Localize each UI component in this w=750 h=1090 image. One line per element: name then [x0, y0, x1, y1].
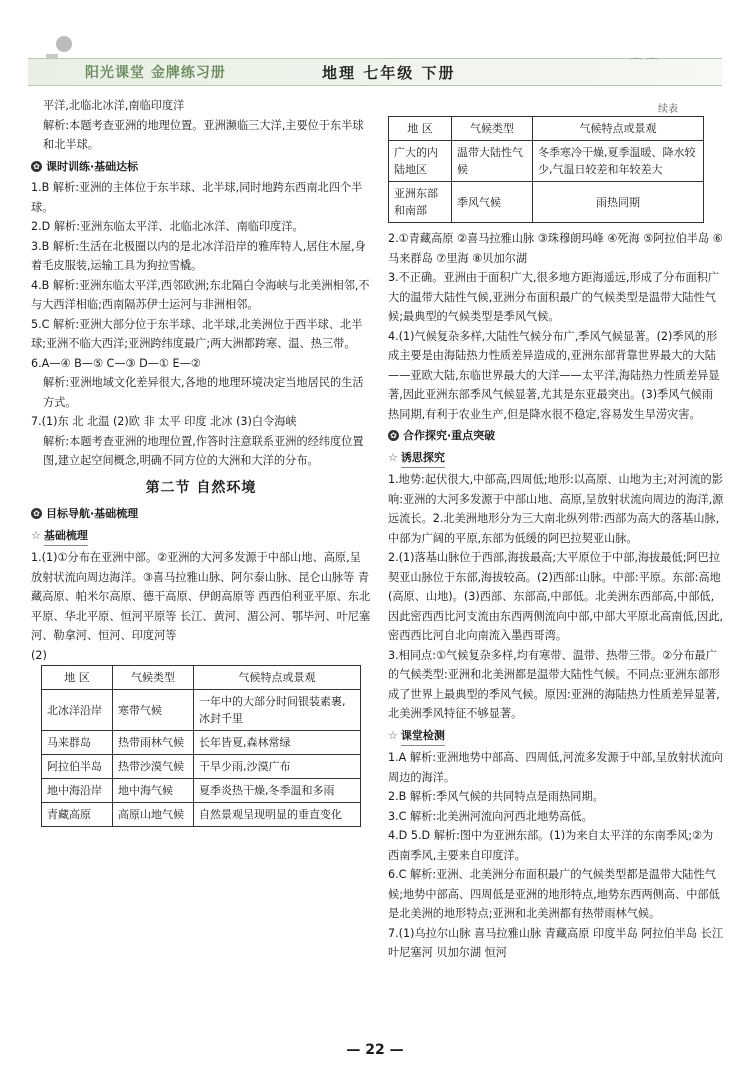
table-header: 气候特点或景观 [194, 666, 361, 690]
answer-explanation: 解析:本题考查亚洲的地理位置,作答时注意联系亚洲的经纬度位置图,建立起空间概念,明确不同方位的大洲和大洋的分布。 [43, 434, 364, 467]
answer-item: 3.C 解析:北美洲河流向河西北地势高低。 [388, 809, 593, 823]
section-heading: ✿ 课时训练·基础达标 [31, 157, 371, 177]
answer-explanation: 解析:亚洲地域文化差异很大,各地的地理环境决定当地居民的生活方式。 [43, 376, 364, 409]
table-row: 广大的内陆地区 温带大陆性气候 冬季寒冷干燥,夏季温暖、降水较少,气温日较差和年较差大 [389, 141, 704, 182]
subject-title: 地理 七年级 下册 [322, 64, 456, 82]
section-title: 第二节 自然环境 [145, 479, 257, 496]
section-heading: ✿ 目标导航·基础梳理 [31, 504, 371, 524]
subsection-heading: ☆ 诱思探究 [388, 448, 724, 469]
brand-title: 阳光课堂 金牌练习册 [85, 65, 226, 81]
answer-item: 5.C 解析:亚洲大部分位于东半球、北半球,北美洲位于西半球、北半球;亚洲不临大西洋;亚洲跨纬度最广;两大洲都跨寒、温、热三带。 [31, 317, 363, 350]
section-icon: ✿ [31, 161, 42, 172]
answer-item: 6.A—④ B—⑤ C—③ D—① E—② [31, 356, 201, 370]
text-line: 解析:本题考查亚洲的地理位置。亚洲濒临三大洋,主要位于东半球和北半球。 [43, 118, 364, 151]
table-row: 亚洲东部和南部 季风气候 雨热同期 [389, 182, 704, 223]
answer-item: 2.(1)落基山脉位于西部,海拔最高;大平原位于中部,海拔最低;阿巴拉契亚山脉位于东部,海拔较高。(2)西部:山脉。中部:平原。东部:高地(高原、山地)。(3)西部、东部高,中部低。北美洲东西部高,中部低,因此密西西比河支流由东西两侧流向中部,中部大平原北高南低,因此,密西西比河自北向南流入墨西哥湾。 [388, 551, 724, 642]
table-row: 阿拉伯半岛 热带沙漠气候 干旱少雨,沙漠广布 [42, 755, 361, 779]
subsection-heading: ☆ 基础梳理 [31, 526, 371, 547]
table-row: 北冰洋沿岸 寒带气候 一年中的大部分时间银装素裹,冰封千里 [42, 690, 361, 731]
subsection-heading: ☆ 课堂检测 [388, 726, 724, 747]
birds-icon: ⌒ ⌒ [630, 57, 658, 71]
left-column [31, 96, 371, 827]
section-heading: ✿ 合作探究·重点突破 [388, 426, 724, 446]
answer-item: 1.地势:起伏很大,中部高,四周低;地形:以高原、山地为主;对河流的影响:亚洲的大河多发源于中部山地、高原,呈放射状流向周边的海洋,源远流长。2.北美洲地形分为三大南北纵列带:西部为高大的落基山脉,中部为广阔的平原,东部为低缓的阿巴拉契亚山脉。 [388, 473, 724, 545]
answer-item: 2.B 解析:季风气候的共同特点是雨热同期。 [388, 790, 604, 803]
text-line: 平洋,北临北冰洋,南临印度洋 [43, 99, 185, 112]
table-header-row [42, 666, 361, 690]
page-header [0, 0, 750, 90]
answer-item: 3.相同点:①气候复杂多样,均有寒带、温带、热带三带。②分布最广的气候类型:亚洲和北美洲都是温带大陆性气候。不同点:亚洲东部形成了世界上最典型的季风气候。原因:亚洲的海陆热力性质差异显著,北美洲季风特征不够显著。 [388, 648, 720, 720]
climate-table-continued [388, 116, 704, 223]
answer-item: 7.(1)乌拉尔山脉 喜马拉雅山脉 青藏高原 印度半岛 阿拉伯半岛 长江 叶尼塞河 贝加尔湖 恒河 [388, 926, 724, 959]
answer-item: 1.A 解析:亚洲地势中部高、四周低,河流多发源于中部,呈放射状流向周边的海洋。 [388, 751, 723, 784]
climate-table [41, 665, 361, 827]
section-icon: ✿ [31, 508, 42, 519]
table-header: 地 区 [42, 666, 113, 690]
section-icon: ✿ [388, 430, 399, 441]
answer-item: 1.B 解析:亚洲的主体位于东半球、北半球,同时地跨东西南北四个半球。 [31, 181, 363, 214]
answer-item: (2) [31, 648, 47, 662]
right-column [388, 116, 724, 963]
star-icon: ☆ [31, 529, 41, 542]
star-icon: ☆ [388, 451, 398, 464]
answer-item: 2.D 解析:亚洲东临太平洋、北临北冰洋、南临印度洋。 [31, 220, 304, 233]
page-number: — 22 — [346, 1042, 404, 1058]
answer-item: 4.(1)气候复杂多样,大陆性气候分布广,季风气候显著。(2)季风的形成主要是由海陆热力性质差异造成的,亚洲东部背靠世界最大的大陆——亚欧大陆,东临世界最大的大洋——太平洋,海陆热力性质差异显著,因此亚洲东部季风气候显著,尤其是东亚最突出。(3)季风气候雨热同期,有利于农业生产,但是降水很不稳定,容易发生旱涝灾害。 [388, 329, 720, 421]
answer-item: 1.(1)①分布在亚洲中部。②亚洲的大河多发源于中部山地、高原,呈放射状流向周边海洋。③喜马拉雅山脉、阿尔泰山脉、昆仑山脉等 青藏高原、帕米尔高原、德干高原、伊朗高原等 西西伯利亚平原、东北平原、华北平原、恒河平原等 长江、黄河、湄公河、鄂毕河、叶尼塞河、勒拿河、恒河、印度河等 [31, 551, 371, 642]
table-row: 马来群岛 热带雨林气候 长年皆夏,森林常绿 [42, 731, 361, 755]
answer-item: 6.C 解析:亚洲、北美洲分布面积最广的气候类型都是温带大陆性气候;地势中部高、四周低是亚洲的地形特点,地势东西两侧高、中部低是北美洲的地形特点;亚洲和北美洲都有热带雨林气候。 [388, 868, 720, 920]
star-icon: ☆ [388, 729, 398, 742]
table-row: 地中海沿岸 地中海气候 夏季炎热干燥,冬季温和多雨 [42, 779, 361, 803]
continued-table-label: 续表 [658, 104, 678, 115]
answer-item: 3.B 解析:生活在北极圈以内的是北冰洋沿岸的雅库特人,居住木屋,身着毛皮服装,运输工具为狗拉雪橇。 [31, 239, 366, 272]
answer-item: 4.B 解析:亚洲东临太平洋,西邻欧洲;东北隔白令海峡与北美洲相邻,不与大西洋相临;西南隔苏伊士运河与非洲相邻。 [31, 278, 370, 311]
answer-item: 2.①青藏高原 ②喜马拉雅山脉 ③珠穆朗玛峰 ④死海 ⑤阿拉伯半岛 ⑥马来群岛 ⑦里海 ⑧贝加尔湖 [388, 232, 723, 265]
table-header: 气候类型 [113, 666, 194, 690]
table-row: 青藏高原 高原山地气候 自然景观呈现明显的垂直变化 [42, 803, 361, 827]
answer-item: 4.D 5.D 解析:图中为亚洲东部。(1)为来自太平洋的东南季风;②为西南季风,主要来自印度洋。 [388, 829, 714, 862]
answer-item: 3.不正确。亚洲由于面积广大,很多地方距海遥远,形成了分布面积广大的温带大陆性气候,亚洲分布面积最广的气候类型是温带大陆性气候;最典型的气候类型是季风气候。 [388, 271, 720, 323]
table-header-row: 地 区 气候类型 气候特点或景观 [389, 117, 704, 141]
answer-item: 7.(1)东 北 北温 (2)欧 非 太平 印度 北冰 (3)白令海峡 [31, 415, 297, 428]
